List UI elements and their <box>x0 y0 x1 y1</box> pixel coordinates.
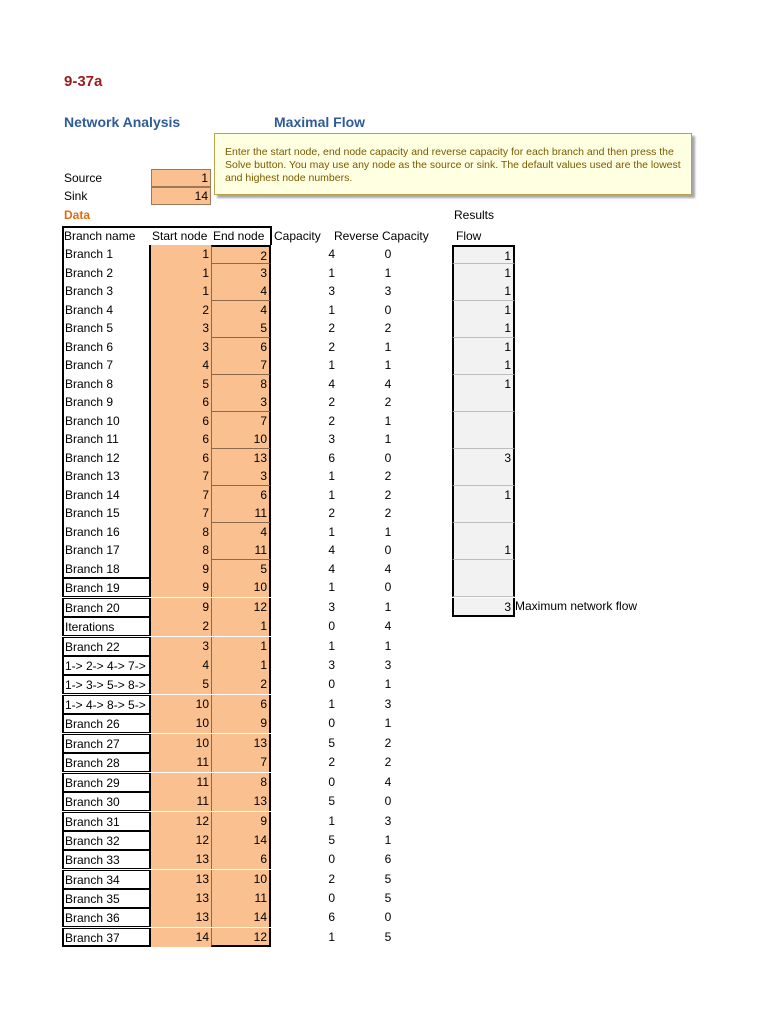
end-node-cell[interactable]: 6 <box>211 850 271 869</box>
end-node-cell[interactable]: 6 <box>211 486 271 505</box>
start-node-cell[interactable]: 10 <box>151 734 211 753</box>
start-node-cell[interactable]: 10 <box>151 714 211 733</box>
reverse-capacity-cell[interactable]: 1 <box>384 525 392 539</box>
reverse-capacity-cell[interactable]: 4 <box>384 562 392 576</box>
start-node-cell[interactable]: 11 <box>151 773 211 792</box>
flow-cell: 3 <box>452 449 515 468</box>
branch-name-cell: Branch 11 <box>62 430 151 449</box>
header-reverse-capacity: Reverse Capacity <box>334 229 429 243</box>
start-node-cell[interactable]: 14 <box>151 928 211 947</box>
reverse-capacity-cell[interactable]: 2 <box>384 469 392 483</box>
header-end-node: End node <box>213 229 265 243</box>
flow-cell: 1 <box>452 282 515 301</box>
end-node-cell[interactable]: 10 <box>211 578 271 597</box>
branch-name-cell: Branch 26 <box>62 714 151 733</box>
start-node-cell[interactable]: 9 <box>151 598 211 617</box>
branch-name-cell: Branch 2 <box>62 264 151 283</box>
capacity-cell[interactable]: 0 <box>328 677 335 691</box>
start-node-cell[interactable]: 13 <box>151 870 211 889</box>
capacity-cell[interactable]: 3 <box>328 658 335 672</box>
branch-name-cell: Branch 16 <box>62 523 151 542</box>
flow-cell: 1 <box>452 264 515 283</box>
end-node-cell[interactable]: 11 <box>211 889 271 908</box>
reverse-capacity-cell[interactable]: 4 <box>384 775 392 789</box>
branch-name-cell: Branch 28 <box>62 753 151 772</box>
capacity-cell[interactable]: 2 <box>328 755 335 769</box>
capacity-cell[interactable]: 2 <box>328 321 335 335</box>
branch-name-cell: Branch 12 <box>62 449 151 468</box>
reverse-capacity-cell[interactable]: 5 <box>384 930 392 944</box>
end-node-cell[interactable]: 2 <box>211 675 271 694</box>
sink-label: Sink <box>64 189 88 203</box>
end-node-cell[interactable]: 12 <box>211 598 271 617</box>
branch-name-cell: Branch 18 <box>62 560 151 579</box>
sheet-title: 9-37a <box>64 73 103 90</box>
capacity-cell[interactable]: 0 <box>328 716 335 730</box>
flow-cell <box>452 504 515 523</box>
max-flow-label: Maximum network flow <box>515 599 638 613</box>
reverse-capacity-cell[interactable]: 2 <box>384 321 392 335</box>
capacity-cell[interactable]: 1 <box>328 303 335 317</box>
reverse-capacity-cell[interactable]: 0 <box>384 303 392 317</box>
capacity-cell[interactable]: 0 <box>328 619 335 633</box>
branch-name-cell: Branch 32 <box>62 831 151 850</box>
reverse-capacity-cell[interactable]: 1 <box>384 414 392 428</box>
header-capacity: Capacity <box>274 229 321 243</box>
instruction-note: Enter the start node, end node capacity and reverse capacity for each branch and then press the Solve button. You may use any node as the source or sink. The default values used are the lowest and highest node numbers. <box>214 133 692 195</box>
capacity-cell[interactable]: 4 <box>328 247 335 261</box>
start-node-cell[interactable]: 8 <box>151 523 211 542</box>
flow-cell <box>452 523 515 542</box>
reverse-capacity-cell[interactable]: 0 <box>384 451 392 465</box>
reverse-capacity-cell[interactable]: 1 <box>384 340 392 354</box>
start-node-cell[interactable]: 4 <box>151 356 211 375</box>
end-node-cell[interactable]: 8 <box>211 375 271 394</box>
capacity-cell[interactable]: 1 <box>328 639 335 653</box>
capacity-cell[interactable]: 1 <box>328 469 335 483</box>
start-node-cell[interactable]: 1 <box>151 282 211 301</box>
capacity-cell[interactable]: 1 <box>328 266 335 280</box>
end-node-cell[interactable]: 10 <box>211 870 271 889</box>
capacity-cell[interactable]: 1 <box>328 580 335 594</box>
end-node-cell[interactable]: 5 <box>211 319 271 338</box>
end-node-cell[interactable]: 4 <box>211 301 271 320</box>
header-branch-name: Branch name <box>64 229 136 243</box>
capacity-cell[interactable]: 6 <box>328 910 335 924</box>
branch-name-cell: Branch 3 <box>62 282 151 301</box>
reverse-capacity-cell[interactable]: 4 <box>384 619 392 633</box>
reverse-capacity-cell[interactable]: 1 <box>384 358 392 372</box>
capacity-cell[interactable]: 0 <box>328 891 335 905</box>
branch-name-cell: Iterations <box>62 617 151 636</box>
flow-cell: 1 <box>452 338 515 357</box>
branch-name-cell: Branch 27 <box>62 734 151 753</box>
branch-name-cell: Branch 36 <box>62 908 151 927</box>
reverse-capacity-cell[interactable]: 2 <box>384 736 392 750</box>
flow-cell: 1 <box>452 486 515 505</box>
end-node-cell[interactable]: 3 <box>211 393 271 412</box>
reverse-capacity-cell[interactable]: 0 <box>384 794 392 808</box>
flow-cell: 3 <box>452 598 515 617</box>
section-network-analysis: Network Analysis <box>64 114 181 130</box>
reverse-capacity-cell[interactable]: 3 <box>384 658 392 672</box>
reverse-capacity-cell[interactable]: 1 <box>384 833 392 847</box>
capacity-cell[interactable]: 2 <box>328 872 335 886</box>
section-maximal-flow: Maximal Flow <box>274 114 366 130</box>
end-node-cell[interactable]: 3 <box>211 467 271 486</box>
end-node-cell[interactable]: 1 <box>211 656 271 675</box>
reverse-capacity-cell[interactable]: 2 <box>384 506 392 520</box>
reverse-capacity-cell[interactable]: 2 <box>384 395 392 409</box>
end-node-cell[interactable]: 9 <box>211 714 271 733</box>
branch-name-cell: Branch 37 <box>62 928 151 947</box>
start-node-cell[interactable]: 9 <box>151 578 211 597</box>
start-node-cell[interactable]: 11 <box>151 753 211 772</box>
end-node-cell[interactable]: 6 <box>211 338 271 357</box>
capacity-cell[interactable]: 0 <box>328 775 335 789</box>
end-node-cell[interactable]: 10 <box>211 430 271 449</box>
reverse-capacity-cell[interactable]: 3 <box>384 284 392 298</box>
branch-name-cell: Branch 31 <box>62 812 151 831</box>
start-node-cell[interactable]: 6 <box>151 449 211 468</box>
flow-cell: 1 <box>452 301 515 320</box>
flow-cell <box>452 467 515 486</box>
start-node-cell[interactable]: 1 <box>151 245 211 264</box>
capacity-cell[interactable]: 0 <box>328 852 335 866</box>
end-node-cell[interactable]: 13 <box>211 792 271 811</box>
capacity-cell[interactable]: 4 <box>328 543 335 557</box>
reverse-capacity-cell[interactable]: 0 <box>384 543 392 557</box>
capacity-cell[interactable]: 2 <box>328 414 335 428</box>
branch-name-cell: Branch 17 <box>62 541 151 560</box>
start-node-cell[interactable]: 5 <box>151 675 211 694</box>
branch-name-cell: Branch 1 <box>62 245 151 264</box>
end-node-cell[interactable]: 4 <box>211 282 271 301</box>
flow-cell <box>452 578 515 597</box>
end-node-cell[interactable]: 14 <box>211 831 271 850</box>
start-node-cell[interactable]: 12 <box>151 831 211 850</box>
reverse-capacity-cell[interactable]: 2 <box>384 755 392 769</box>
start-node-cell[interactable]: 13 <box>151 850 211 869</box>
end-node-cell[interactable]: 7 <box>211 412 271 431</box>
end-node-cell[interactable]: 11 <box>211 504 271 523</box>
start-node-cell[interactable]: 7 <box>151 467 211 486</box>
flow-cell <box>452 430 515 449</box>
end-node-cell[interactable]: 6 <box>211 695 271 714</box>
capacity-cell[interactable]: 1 <box>328 814 335 828</box>
branch-name-cell: 1-> 2-> 4-> 7-> <box>62 656 151 675</box>
reverse-capacity-cell[interactable]: 6 <box>384 852 392 866</box>
branch-name-cell: Branch 33 <box>62 850 151 869</box>
reverse-capacity-cell[interactable]: 1 <box>384 600 392 614</box>
start-node-cell[interactable]: 3 <box>151 319 211 338</box>
source-input[interactable]: 1 <box>151 169 211 187</box>
start-node-cell[interactable]: 2 <box>151 301 211 320</box>
reverse-capacity-cell[interactable]: 5 <box>384 872 392 886</box>
end-node-cell[interactable]: 5 <box>211 560 271 579</box>
branch-name-cell: Branch 22 <box>62 637 151 656</box>
start-node-cell[interactable]: 13 <box>151 908 211 927</box>
end-node-cell[interactable]: 8 <box>211 773 271 792</box>
capacity-cell[interactable]: 3 <box>328 600 335 614</box>
reverse-capacity-cell[interactable]: 4 <box>384 377 392 391</box>
start-node-cell[interactable]: 8 <box>151 541 211 560</box>
start-node-cell[interactable]: 6 <box>151 412 211 431</box>
sink-input[interactable]: 14 <box>151 187 211 205</box>
end-node-cell[interactable]: 9 <box>211 812 271 831</box>
flow-cell: 1 <box>452 375 515 394</box>
reverse-capacity-cell[interactable]: 5 <box>384 891 392 905</box>
start-node-cell[interactable]: 7 <box>151 504 211 523</box>
reverse-capacity-cell[interactable]: 0 <box>384 910 392 924</box>
results-label: Results <box>454 208 495 222</box>
branch-name-cell: Branch 35 <box>62 889 151 908</box>
flow-cell <box>452 393 515 412</box>
branch-name-cell: Branch 15 <box>62 504 151 523</box>
end-node-cell[interactable]: 13 <box>211 734 271 753</box>
branch-name-cell: Branch 10 <box>62 412 151 431</box>
header-flow: Flow <box>456 229 482 243</box>
start-node-cell[interactable]: 7 <box>151 486 211 505</box>
branch-name-cell: Branch 5 <box>62 319 151 338</box>
start-node-cell[interactable]: 9 <box>151 560 211 579</box>
end-node-cell[interactable]: 3 <box>211 264 271 283</box>
start-node-cell[interactable]: 6 <box>151 393 211 412</box>
branch-name-cell: Branch 34 <box>62 870 151 889</box>
capacity-cell[interactable]: 5 <box>328 736 335 750</box>
start-node-cell[interactable]: 12 <box>151 812 211 831</box>
branch-name-cell: Branch 30 <box>62 792 151 811</box>
start-node-cell[interactable]: 5 <box>151 375 211 394</box>
capacity-cell[interactable]: 1 <box>328 697 335 711</box>
capacity-cell[interactable]: 2 <box>328 340 335 354</box>
capacity-cell[interactable]: 1 <box>328 358 335 372</box>
flow-cell: 1 <box>452 541 515 560</box>
reverse-capacity-cell[interactable]: 2 <box>384 488 392 502</box>
header-start-node: Start node <box>152 229 208 243</box>
start-node-cell[interactable]: 3 <box>151 637 211 656</box>
reverse-capacity-cell[interactable]: 3 <box>384 697 392 711</box>
end-node-cell[interactable]: 12 <box>211 928 271 947</box>
reverse-capacity-cell[interactable]: 3 <box>384 814 392 828</box>
end-node-cell[interactable]: 11 <box>211 541 271 560</box>
capacity-cell[interactable]: 2 <box>328 506 335 520</box>
end-node-cell[interactable]: 1 <box>211 637 271 656</box>
capacity-cell[interactable]: 3 <box>328 432 335 446</box>
branch-name-cell: Branch 19 <box>62 578 151 597</box>
reverse-capacity-cell[interactable]: 0 <box>384 247 392 261</box>
capacity-cell[interactable]: 1 <box>328 488 335 502</box>
capacity-cell[interactable]: 1 <box>328 930 335 944</box>
capacity-cell[interactable]: 4 <box>328 562 335 576</box>
reverse-capacity-cell[interactable]: 0 <box>384 580 392 594</box>
flow-cell <box>452 412 515 431</box>
end-node-cell[interactable]: 1 <box>211 617 271 636</box>
end-node-cell[interactable]: 4 <box>211 523 271 542</box>
start-node-cell[interactable]: 10 <box>151 695 211 714</box>
capacity-cell[interactable]: 5 <box>328 833 335 847</box>
end-node-cell[interactable]: 2 <box>211 245 271 264</box>
branch-name-cell: Branch 29 <box>62 773 151 792</box>
branch-name-cell: Branch 9 <box>62 393 151 412</box>
reverse-capacity-cell[interactable]: 1 <box>384 639 392 653</box>
flow-cell <box>452 560 515 579</box>
capacity-cell[interactable]: 5 <box>328 794 335 808</box>
branch-name-cell: Branch 20 <box>62 598 151 617</box>
start-node-cell[interactable]: 6 <box>151 430 211 449</box>
reverse-capacity-cell[interactable]: 1 <box>384 432 392 446</box>
end-node-cell[interactable]: 14 <box>211 908 271 927</box>
start-node-cell[interactable]: 4 <box>151 656 211 675</box>
end-node-cell[interactable]: 7 <box>211 753 271 772</box>
start-node-cell[interactable]: 2 <box>151 617 211 636</box>
capacity-cell[interactable]: 3 <box>328 284 335 298</box>
branch-name-cell: Branch 13 <box>62 467 151 486</box>
branch-name-cell: Branch 4 <box>62 301 151 320</box>
branch-name-cell: Branch 6 <box>62 338 151 357</box>
end-node-cell[interactable]: 7 <box>211 356 271 375</box>
start-node-cell[interactable]: 13 <box>151 889 211 908</box>
capacity-cell[interactable]: 4 <box>328 377 335 391</box>
branch-name-cell: Branch 14 <box>62 486 151 505</box>
capacity-cell[interactable]: 1 <box>328 525 335 539</box>
reverse-capacity-cell[interactable]: 1 <box>384 716 392 730</box>
reverse-capacity-cell[interactable]: 1 <box>384 677 392 691</box>
branch-name-cell: Branch 7 <box>62 356 151 375</box>
end-node-cell[interactable]: 13 <box>211 449 271 468</box>
start-node-cell[interactable]: 1 <box>151 264 211 283</box>
start-node-cell[interactable]: 11 <box>151 792 211 811</box>
start-node-cell[interactable]: 3 <box>151 338 211 357</box>
branch-name-cell: 1-> 3-> 5-> 8-> <box>62 675 151 694</box>
capacity-cell[interactable]: 2 <box>328 395 335 409</box>
branch-name-cell: 1-> 4-> 8-> 5-> <box>62 695 151 714</box>
data-label: Data <box>64 208 91 222</box>
flow-cell: 1 <box>452 319 515 338</box>
source-label: Source <box>64 171 103 185</box>
flow-cell: 1 <box>452 356 515 375</box>
flow-cell: 1 <box>452 245 515 264</box>
branch-name-cell: Branch 8 <box>62 375 151 394</box>
capacity-cell[interactable]: 6 <box>328 451 335 465</box>
reverse-capacity-cell[interactable]: 1 <box>384 266 392 280</box>
